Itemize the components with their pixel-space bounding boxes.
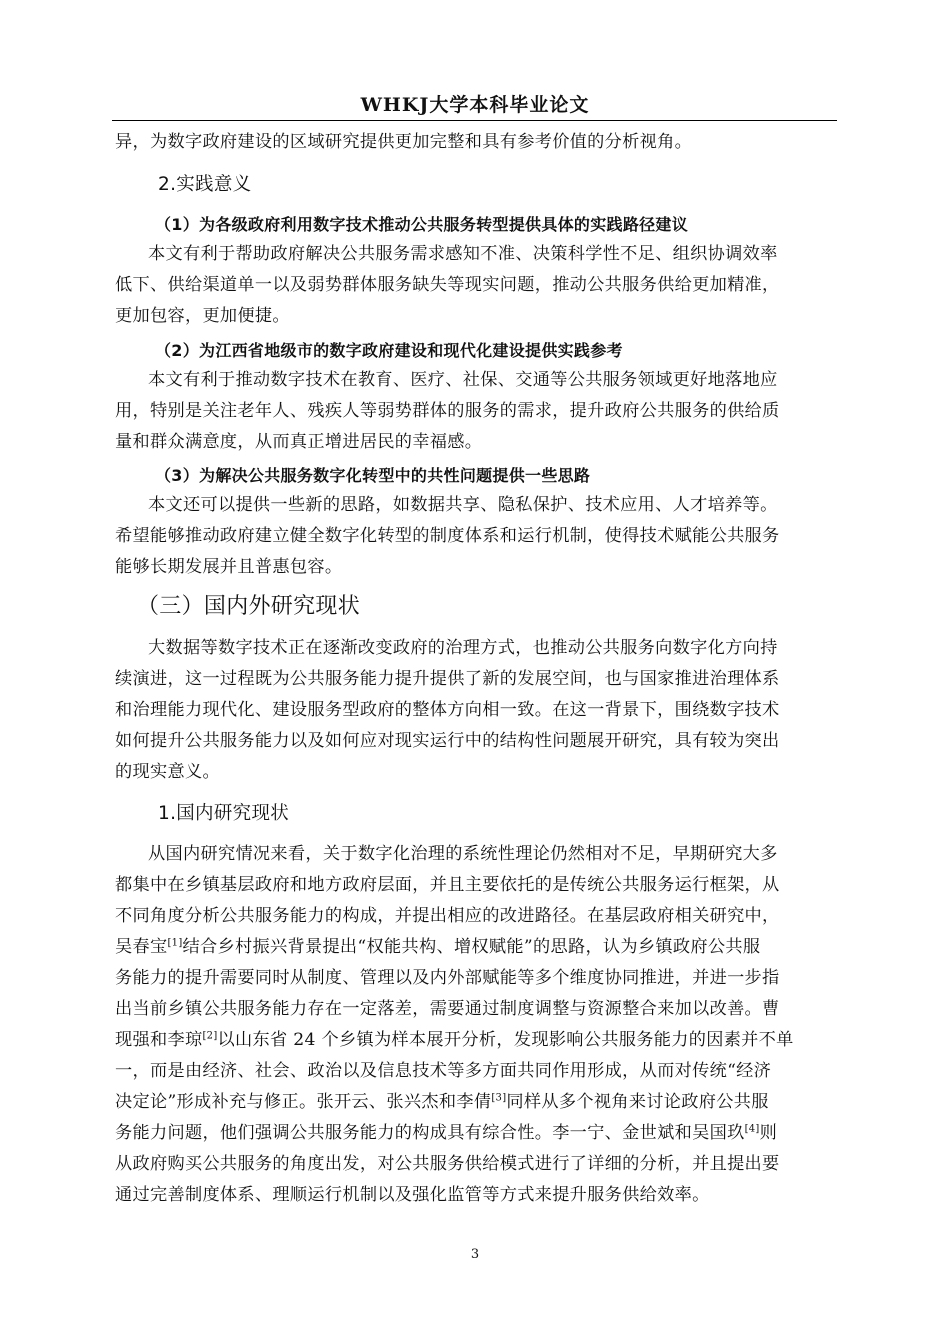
paragraph-line: 续演进，这一过程既为公共服务能力提升提供了新的发展空间，也与国家推进治理体系 (115, 669, 780, 689)
paragraph-line: 大数据等数字技术正在逐渐改变政府的治理方式，也推动公共服务向数字化方向持 (148, 638, 778, 658)
subheading-1: （1）为各级政府利用数字技术推动公共服务转型提供具体的实践路径建议 (155, 215, 689, 234)
paragraph-line: 本文有利于帮助政府解决公共服务需求感知不准、决策科学性不足、组织协调效率 (148, 244, 778, 264)
section-heading-practice: 2.实践意义 (158, 174, 252, 195)
paragraph-line: 从国内研究情况来看，关于数字化治理的系统性理论仍然相对不足，早期研究大多 (148, 844, 778, 864)
text-run: 结合乡村振兴背景提出“权能共构、增权赋能”的思路，认为乡镇政府公共服 (182, 937, 761, 957)
text-run: 务能力问题，他们强调公共服务能力的构成具有综合性。李一宁、金世斌和吴国玖 (115, 1123, 745, 1143)
section-heading-domestic: 1.国内研究现状 (158, 803, 290, 824)
paragraph-line: 更加包容，更加便捷。 (115, 306, 290, 326)
text-run: 同样从多个视角来讨论政府公共服 (506, 1092, 769, 1112)
paragraph-line: 出当前乡镇公共服务能力存在一定落差，需要通过制度调整与资源整合来加以改善。曹 (115, 999, 780, 1019)
paragraph-line (115, 933, 835, 962)
paragraph-line: 和治理能力现代化、建设服务型政府的整体方向相一致。在这一背景下，围绕数字技术 (115, 700, 780, 720)
paragraph-line: 用，特别是关注老年人、残疾人等弱势群体的服务的需求，提升政府公共服务的供给质 (115, 401, 780, 421)
paragraph-line: 希望能够推动政府建立健全数字化转型的制度体系和运行机制，使得技术赋能公共服务 (115, 526, 780, 546)
citation-ref[interactable]: [2] (202, 1030, 218, 1042)
paragraph-line (115, 1088, 835, 1117)
author-text: 吴春宝 (115, 937, 168, 957)
paragraph-line: 都集中在乡镇基层政府和地方政府层面，并且主要依托的是传统公共服务运行框架，从 (115, 875, 780, 895)
paragraph-line: 一，而是由经济、社会、政治以及信息技术等多方面共同作用形成，从而对传统“经济 (115, 1061, 772, 1081)
text-run: 则 (759, 1123, 778, 1143)
paragraph-line: 异，为数字政府建设的区域研究提供更加完整和具有参考价值的分析视角。 (115, 132, 693, 152)
text-run: 决定论”形成补充与修正。张开云、张兴杰和李倩 (115, 1092, 492, 1112)
header-rule (112, 120, 837, 121)
paragraph-line: 务能力的提升需要同时从制度、管理以及内外部赋能等多个维度协同推进，并进一步指 (115, 968, 780, 988)
page-header: WHKJ大学本科毕业论文 (360, 94, 590, 116)
subheading-2: （2）为江西省地级市的数字政府建设和现代化建设提供实践参考 (155, 341, 623, 360)
paragraph-line: 本文有利于推动数字技术在教育、医疗、社保、交通等公共服务领域更好地落地应 (148, 370, 778, 390)
paragraph-line: 通过完善制度体系、理顺运行机制以及强化监管等方式来提升服务供给效率。 (115, 1185, 710, 1205)
citation-ref[interactable]: [3] (491, 1092, 507, 1104)
paragraph-line: 从政府购买公共服务的角度出发，对公共服务供给模式进行了详细的分析，并且提出要 (115, 1154, 780, 1174)
citation-ref[interactable]: [4] (744, 1123, 760, 1135)
paragraph-line: 量和群众满意度，从而真正增进居民的幸福感。 (115, 432, 483, 452)
paragraph-line: 的现实意义。 (115, 762, 220, 782)
paragraph-line: 如何提升公共服务能力以及如何应对现实运行中的结构性问题展开研究，具有较为突出 (115, 731, 780, 751)
paragraph-line: 不同角度分析公共服务能力的构成，并提出相应的改进路径。在基层政府相关研究中， (115, 906, 780, 926)
paragraph-line (115, 1026, 835, 1055)
citation-ref[interactable]: [1] (167, 937, 183, 949)
text-run: 以山东省 24 个乡镇为样本展开分析，发现影响公共服务能力的因素并不单 (217, 1030, 794, 1050)
page-number: 3 (470, 1247, 480, 1262)
section-heading-research-status: （三）国内外研究现状 (137, 594, 361, 619)
paragraph-line: 低下、供给渠道单一以及弱势群体服务缺失等现实问题，推动公共服务供给更加精准， (115, 275, 780, 295)
paragraph-line: 本文还可以提供一些新的思路，如数据共享、隐私保护、技术应用、人才培养等。 (148, 495, 778, 515)
paragraph-line (115, 1119, 835, 1148)
author-text: 现强和李琼 (115, 1030, 203, 1050)
paragraph-line: 能够长期发展并且普惠包容。 (115, 557, 343, 577)
subheading-3: （3）为解决公共服务数字化转型中的共性问题提供一些思路 (155, 466, 591, 485)
